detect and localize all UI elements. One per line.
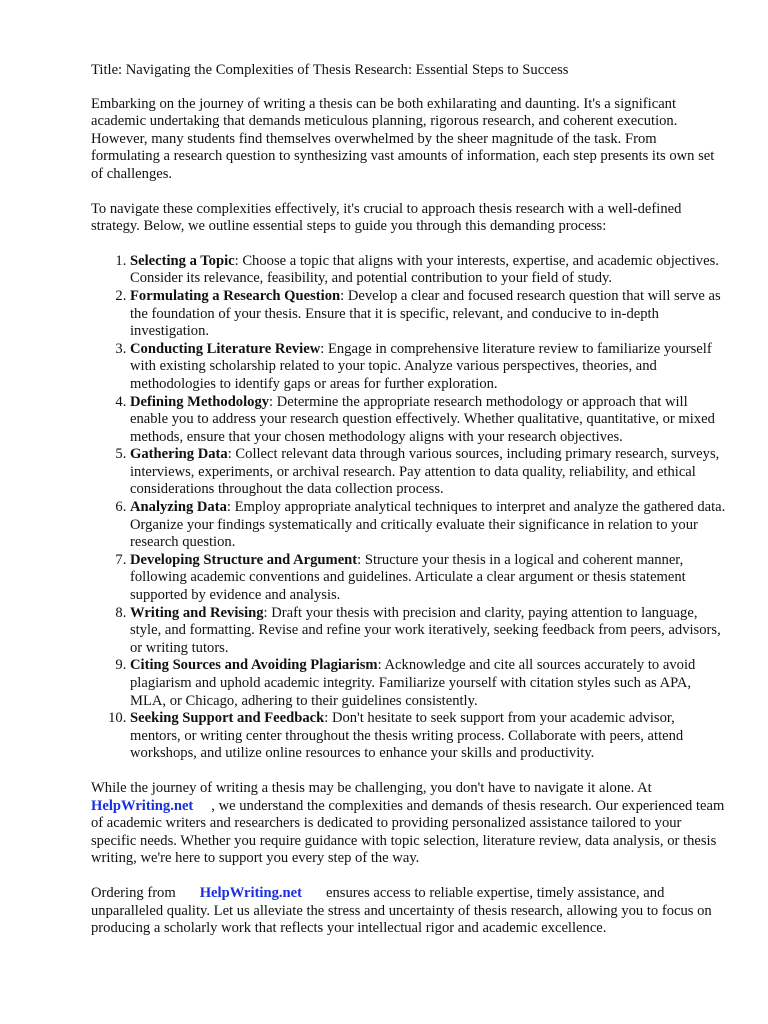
list-item (130, 288, 729, 341)
list-item (130, 710, 729, 763)
step-separator: : (263, 604, 268, 621)
step-separator: : (324, 710, 329, 727)
list-item (130, 341, 729, 394)
step-text: Acknowledge and cite all sources accurately to avoid plagiarism and uphold academic integrity. Familiarize yourself with citation styles such as APA, MLA, or Chicago, adhering to their guidelines consistently. (130, 657, 696, 709)
list-item (130, 446, 729, 499)
document-title: Title: Navigating the Complexities of Thesis Research: Essential Steps to Success (91, 62, 569, 78)
steps-list (91, 253, 729, 763)
step-separator: : (227, 446, 232, 463)
step-separator: : (234, 252, 239, 269)
step-separator: : (340, 287, 345, 304)
step-text: Choose a topic that aligns with your interests, expertise, and academic objectives. Consider its relevance, feasibility, and potential contribution to your field of study. (130, 252, 719, 287)
step-heading: Formulating a Research Question (130, 287, 341, 304)
intro-paragraph: Embarking on the journey of writing a thesis can be both exhilarating and daunting. It's a significant academic undertaking that demands meticulous planning, rigorous research, and coherent execution. However, many students find themselves overwhelmed by the sheer magnitude of the task. From formulating a research question to synthesizing vast amounts of information, each step presents its own set of challenges. (91, 95, 715, 182)
strategy-paragraph: To navigate these complexities effectively, it's crucial to approach thesis research with a well-defined strategy. Below, we outline essential steps to guide you through this demanding process: (91, 200, 682, 235)
list-item (130, 253, 729, 288)
step-separator: : (226, 499, 231, 516)
list-item (130, 605, 729, 658)
step-separator: : (357, 551, 362, 568)
step-heading: Analyzing Data (130, 499, 227, 516)
step-heading: Conducting Literature Review (130, 340, 321, 357)
step-text: Determine the appropriate research methodology or approach that will enable you to address your research question effectively. Whether qualitative, quantitative, or mixed methods, ensure that your chosen methodology aligns with your research objectives. (130, 393, 715, 445)
step-separator: : (269, 393, 274, 410)
list-item (130, 499, 729, 552)
list-item (130, 394, 729, 447)
closing-paragraph-1 (91, 780, 729, 868)
step-text: Draft your thesis with precision and clarity, paying attention to language, style, and formatting. Revise and refine your work iteratively, seeking feedback from peers, advisors, or writing tutors. (130, 604, 721, 656)
closing-1-after: , we understand the complexities and demands of thesis research. Our experienced team of academic writers and researchers is dedicated to providing personalized assistance tailored to your specific needs. Whether you require guidance with topic selection, literature review, data analysis, or thesis writing, we're here to support you every step of the way. (91, 797, 725, 867)
closing-2-before: Ordering from (91, 884, 176, 901)
list-item (130, 657, 729, 710)
helpwriting-link-2[interactable]: HelpWriting.net (199, 884, 302, 901)
step-heading: Defining Methodology (130, 393, 270, 410)
step-separator: : (377, 657, 382, 674)
document-page (91, 62, 729, 955)
step-text: Structure your thesis in a logical and coherent manner, following academic conventions and guidelines. Articulate a clear argument or thesis statement supported by evidence and analysis. (130, 551, 686, 604)
closing-1-before: While the journey of writing a thesis may be challenging, you don't have to navigate it alone. At (91, 779, 652, 796)
step-heading: Developing Structure and Argument (130, 551, 358, 568)
step-heading: Writing and Revising (130, 604, 264, 621)
step-text: Develop a clear and focused research question that will serve as the foundation of your thesis. Ensure that it is specific, relevant, and conducive to in-depth investigation. (130, 287, 721, 340)
step-heading: Gathering Data (130, 446, 228, 463)
step-separator: : (320, 340, 325, 357)
step-heading: Selecting a Topic (130, 252, 235, 269)
step-text: Engage in comprehensive literature review to familiarize yourself with existing scholarship related to your topic. Analyze various perspectives, theories, and methodologies to identify gaps or areas for further exploration. (130, 340, 712, 392)
step-text: Collect relevant data through various sources, including primary research, surveys, interviews, experiments, or archival research. Pay attention to data quality, reliability, and ethical considerations throughout the data collection process. (130, 446, 720, 498)
closing-paragraph-2 (91, 885, 729, 938)
closing-2-after: ensures access to reliable expertise, timely assistance, and unparalleled quality. Let us alleviate the stress and uncertainty of thesis research, allowing you to focus on producing a scholarly work that reflects your intellectual rigor and academic excellence. (91, 884, 712, 937)
step-heading: Seeking Support and Feedback (130, 710, 325, 727)
step-text: Don't hesitate to seek support from your academic advisor, mentors, or writing center throughout the thesis writing process. Collaborate with peers, attend workshops, and utilize online resources to enhance your skills and productivity. (130, 710, 684, 762)
step-text: Employ appropriate analytical techniques to interpret and analyze the gathered data. Organize your findings systematically and critically evaluate their significance in relation to your research question. (130, 499, 726, 551)
step-heading: Citing Sources and Avoiding Plagiarism (130, 657, 378, 674)
list-item (130, 552, 729, 605)
helpwriting-link-1[interactable]: HelpWriting.net (91, 797, 194, 814)
